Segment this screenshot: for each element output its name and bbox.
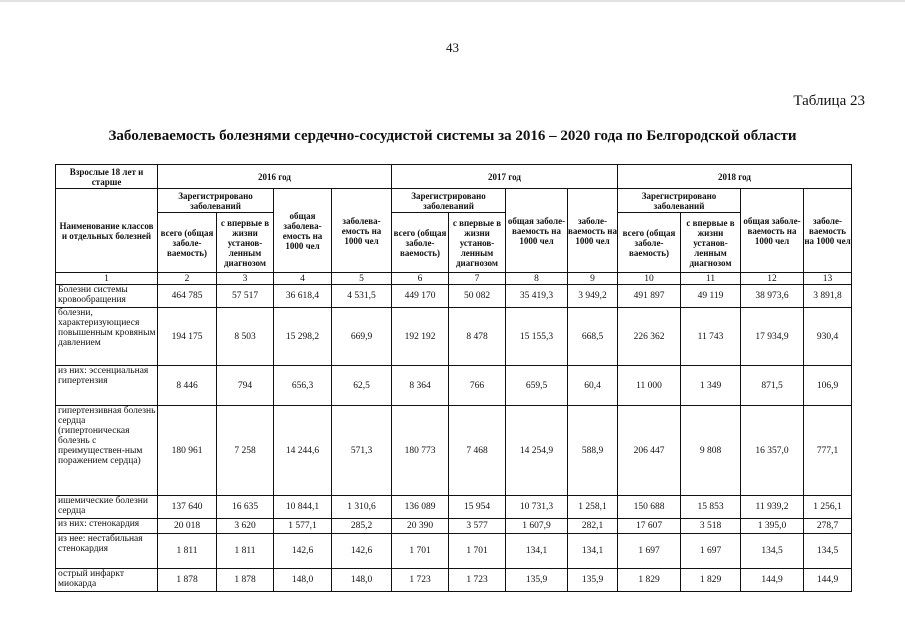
registered-header: Зарегистрировано заболеваний — [158, 189, 274, 213]
row-value: 588,9 — [568, 406, 618, 496]
row-value: 148,0 — [274, 569, 332, 592]
row-name: гипертензивная болезнь сердца (гипертоническая болезнь с преимуществен-ным поражением сердца) — [56, 406, 158, 496]
row-value: 794 — [217, 366, 274, 406]
row-value: 144,9 — [804, 569, 852, 592]
row-value: 142,6 — [274, 534, 332, 569]
year-header-2018: 2018 год — [618, 165, 852, 189]
row-value: 1 701 — [392, 534, 449, 569]
row-value: 180 961 — [158, 406, 217, 496]
row-value: 491 897 — [618, 285, 681, 308]
row-value: 194 175 — [158, 308, 217, 366]
row-value: 10 844,1 — [274, 496, 332, 519]
row-value: 1 256,1 — [804, 496, 852, 519]
row-value: 8 364 — [392, 366, 449, 406]
table-label: Таблица 23 — [793, 93, 865, 109]
row-value: 137 640 — [158, 496, 217, 519]
registered-header: Зарегистрировано заболеваний — [392, 189, 506, 213]
row-value: 134,1 — [568, 534, 618, 569]
row-name: из нее: нестабильная стенокардия — [56, 534, 158, 569]
column-number: 9 — [568, 273, 618, 285]
row-value: 49 119 — [681, 285, 741, 308]
row-value: 134,5 — [804, 534, 852, 569]
row-value: 3 577 — [449, 519, 506, 534]
row-value: 766 — [449, 366, 506, 406]
row-value: 180 773 — [392, 406, 449, 496]
row-value: 669,9 — [332, 308, 392, 366]
row-value: 50 082 — [449, 285, 506, 308]
column-number: 10 — [618, 273, 681, 285]
table-row — [56, 406, 852, 496]
row-value: 1 697 — [681, 534, 741, 569]
table-row — [56, 519, 852, 534]
row-value: 11 000 — [618, 366, 681, 406]
header-row-sub — [56, 213, 852, 273]
total-header: всего (общая заболе-ваемость) — [618, 213, 681, 273]
column-number: 4 — [274, 273, 332, 285]
row-value: 15 954 — [449, 496, 506, 519]
scan-edge-line — [0, 0, 905, 2]
row-value: 14 254,9 — [506, 406, 568, 496]
document-title: Заболеваемость болезнями сердечно-сосудистой системы за 2016 – 2020 года по Белгородской области — [108, 128, 797, 144]
row-value: 1 878 — [158, 569, 217, 592]
column-number: 6 — [392, 273, 449, 285]
row-value: 36 618,4 — [274, 285, 332, 308]
table-row — [56, 366, 852, 406]
row-value: 148,0 — [332, 569, 392, 592]
row-value: 1 349 — [681, 366, 741, 406]
row-value: 62,5 — [332, 366, 392, 406]
row-value: 8 446 — [158, 366, 217, 406]
row-value: 3 518 — [681, 519, 741, 534]
morbidity-table — [55, 164, 852, 592]
row-value: 1 607,9 — [506, 519, 568, 534]
row-value: 1 310,6 — [332, 496, 392, 519]
row-name: острый инфаркт миокарда — [56, 569, 158, 592]
row-value: 226 362 — [618, 308, 681, 366]
row-value: 17 934,9 — [741, 308, 804, 366]
first-time-header: с впервые в жизни установ-ленным диагнозом — [217, 213, 274, 273]
corner-header: Взрослые 18 лет и старше — [56, 165, 158, 189]
registered-header: Зарегистрировано заболеваний — [618, 189, 741, 213]
row-value: 38 973,6 — [741, 285, 804, 308]
year-header-2016: 2016 год — [158, 165, 392, 189]
row-value: 135,9 — [568, 569, 618, 592]
row-name: из них: эссенциальная гипертензия — [56, 366, 158, 406]
row-value: 60,4 — [568, 366, 618, 406]
row-value: 9 808 — [681, 406, 741, 496]
table-row — [56, 534, 852, 569]
row-name: ишемические болезни сердца — [56, 496, 158, 519]
year-header-2017: 2017 год — [392, 165, 618, 189]
first-time-header: с впервые в жизни установ-ленным диагнозом — [449, 213, 506, 273]
name-column-header: Наименование классов и отдельных болезней — [56, 189, 158, 273]
row-value: 1 723 — [449, 569, 506, 592]
general-rate-header: общая заболева-емость на 1000 чел — [274, 189, 332, 273]
row-value: 1 258,1 — [568, 496, 618, 519]
row-value: 1 811 — [158, 534, 217, 569]
row-value: 57 517 — [217, 285, 274, 308]
row-value: 659,5 — [506, 366, 568, 406]
row-value: 777,1 — [804, 406, 852, 496]
row-value: 136 089 — [392, 496, 449, 519]
row-value: 1 701 — [449, 534, 506, 569]
row-value: 16 357,0 — [741, 406, 804, 496]
page-number: 43 — [446, 40, 459, 55]
row-value: 7 258 — [217, 406, 274, 496]
table-row — [56, 496, 852, 519]
first-time-header: с впервые в жизни установ-ленным диагнозом — [681, 213, 741, 273]
row-value: 206 447 — [618, 406, 681, 496]
table-body — [56, 285, 852, 592]
row-value: 142,6 — [332, 534, 392, 569]
row-value: 656,3 — [274, 366, 332, 406]
row-value: 11 743 — [681, 308, 741, 366]
row-value: 1 395,0 — [741, 519, 804, 534]
incidence-rate-header: заболе-ваемость на 1000 чел — [804, 189, 852, 273]
row-name: из них: стенокардия — [56, 519, 158, 534]
row-value: 1 829 — [681, 569, 741, 592]
total-header: всего (общая заболе-ваемость) — [392, 213, 449, 273]
row-value: 15 853 — [681, 496, 741, 519]
row-value: 14 244,6 — [274, 406, 332, 496]
row-value: 278,7 — [804, 519, 852, 534]
column-number: 2 — [158, 273, 217, 285]
row-value: 150 688 — [618, 496, 681, 519]
row-value: 8 478 — [449, 308, 506, 366]
row-value: 285,2 — [332, 519, 392, 534]
row-value: 3 949,2 — [568, 285, 618, 308]
header-row-registered — [56, 189, 852, 213]
row-value: 668,5 — [568, 308, 618, 366]
row-value: 1 697 — [618, 534, 681, 569]
row-value: 1 577,1 — [274, 519, 332, 534]
table-row — [56, 308, 852, 366]
row-value: 134,5 — [741, 534, 804, 569]
row-value: 449 170 — [392, 285, 449, 308]
column-number: 13 — [804, 273, 852, 285]
row-value: 192 192 — [392, 308, 449, 366]
row-value: 16 635 — [217, 496, 274, 519]
row-value: 464 785 — [158, 285, 217, 308]
general-rate-header: общая заболе-ваемость на 1000 чел — [506, 189, 568, 273]
row-value: 7 468 — [449, 406, 506, 496]
header-row-years — [56, 165, 852, 189]
row-value: 20 390 — [392, 519, 449, 534]
row-value: 8 503 — [217, 308, 274, 366]
column-number-row — [56, 273, 852, 285]
row-value: 20 018 — [158, 519, 217, 534]
row-value: 571,3 — [332, 406, 392, 496]
row-value: 871,5 — [741, 366, 804, 406]
column-number: 8 — [506, 273, 568, 285]
row-value: 106,9 — [804, 366, 852, 406]
row-value: 15 155,3 — [506, 308, 568, 366]
row-value: 1 723 — [392, 569, 449, 592]
column-number: 1 — [56, 273, 158, 285]
incidence-rate-header: заболе-ваемость на 1000 чел — [568, 189, 618, 273]
row-value: 135,9 — [506, 569, 568, 592]
column-number: 5 — [332, 273, 392, 285]
row-value: 35 419,3 — [506, 285, 568, 308]
table-row — [56, 569, 852, 592]
table-row — [56, 285, 852, 308]
column-number: 7 — [449, 273, 506, 285]
column-number: 11 — [681, 273, 741, 285]
row-value: 11 939,2 — [741, 496, 804, 519]
row-value: 144,9 — [741, 569, 804, 592]
row-value: 15 298,2 — [274, 308, 332, 366]
column-number: 12 — [741, 273, 804, 285]
row-value: 3 891,8 — [804, 285, 852, 308]
incidence-rate-header: заболева-емость на 1000 чел — [332, 189, 392, 273]
row-value: 1 829 — [618, 569, 681, 592]
row-value: 134,1 — [506, 534, 568, 569]
row-value: 1 811 — [217, 534, 274, 569]
row-name: Болезни системы кровообращения — [56, 285, 158, 308]
row-value: 10 731,3 — [506, 496, 568, 519]
row-value: 4 531,5 — [332, 285, 392, 308]
row-name: болезни, характеризующиеся повышенным кровяным давлением — [56, 308, 158, 366]
total-header: всего (общая заболе-ваемость) — [158, 213, 217, 273]
row-value: 1 878 — [217, 569, 274, 592]
row-value: 282,1 — [568, 519, 618, 534]
row-value: 3 620 — [217, 519, 274, 534]
column-number: 3 — [217, 273, 274, 285]
row-value: 930,4 — [804, 308, 852, 366]
row-value: 17 607 — [618, 519, 681, 534]
general-rate-header: общая заболе-ваемость на 1000 чел — [741, 189, 804, 273]
